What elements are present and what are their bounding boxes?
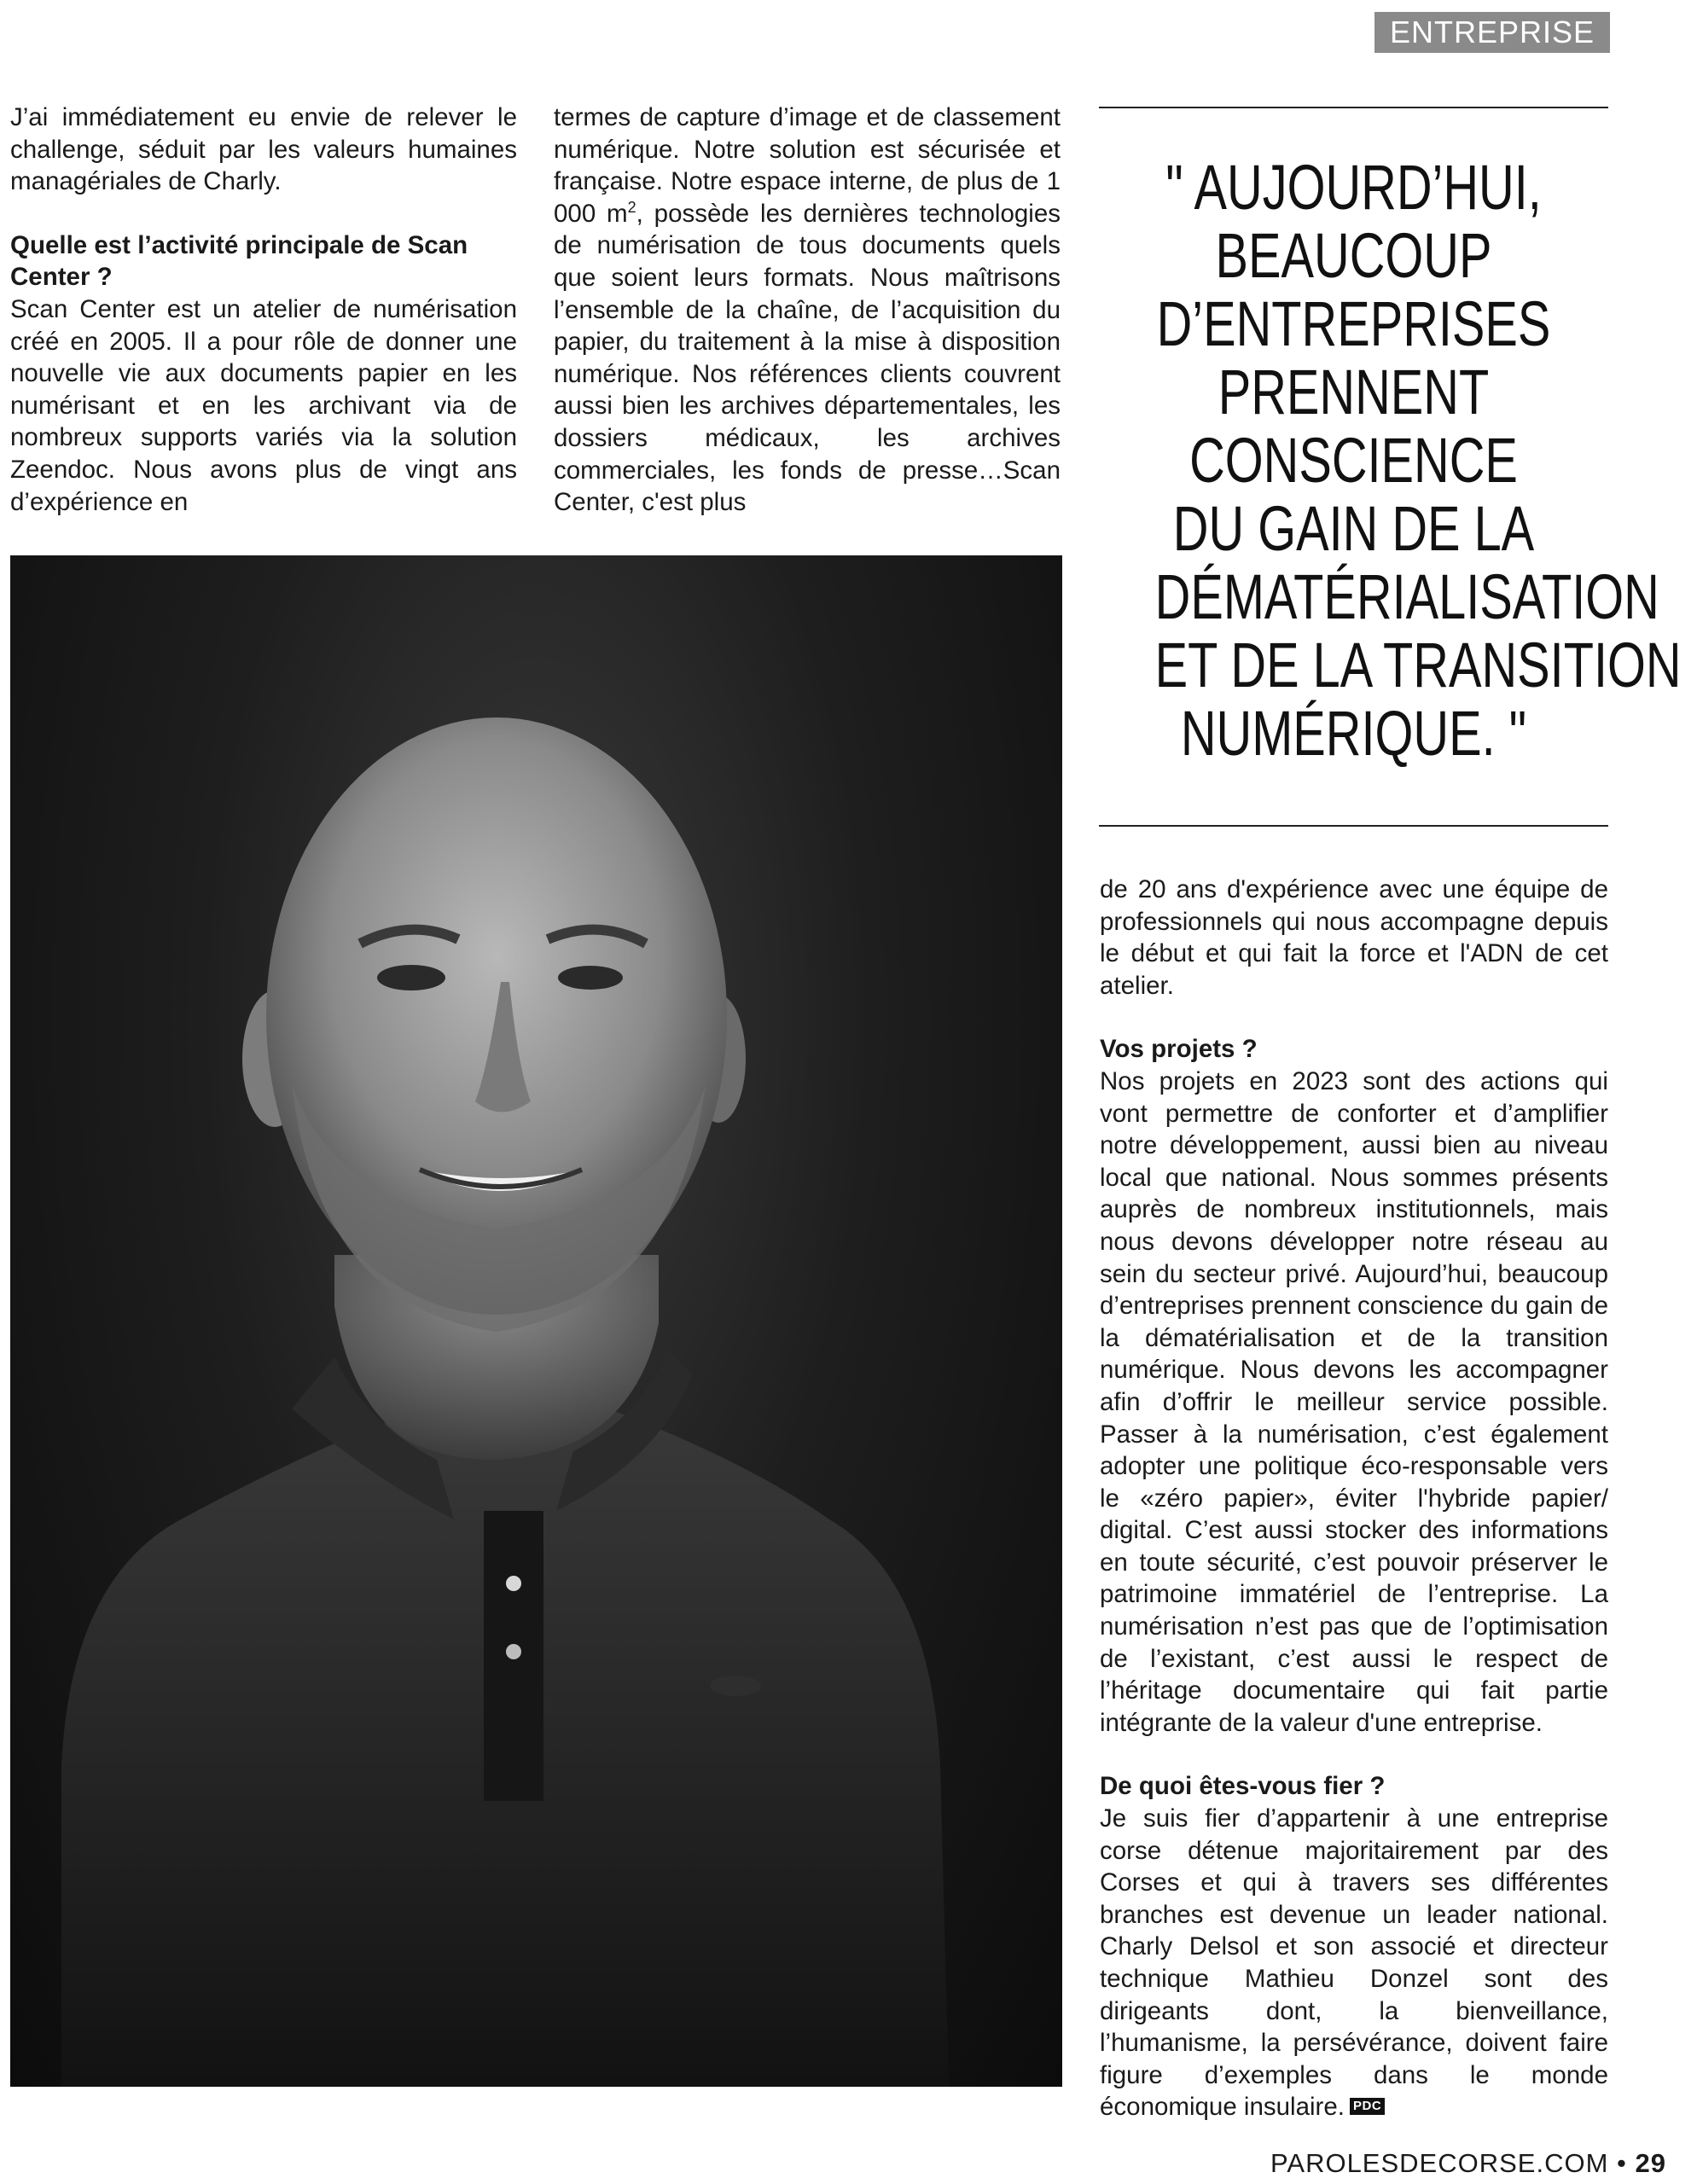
- question-heading: Quelle est l’activité principale de Scan Center ?: [10, 230, 468, 292]
- quote-bottom-rule: [1099, 825, 1608, 827]
- paragraph: Scan Center est un atelier de numérisation créé en 2005. Il a pour rôle de donner une nouvelle vie aux documents papier en les numérisant et en les archivant via de nombreux supports variés via la solution Zeendoc. Nous avons plus de vingt ans d’expérience en: [10, 294, 517, 516]
- quote-line: DU GAIN DE LA: [1172, 493, 1535, 564]
- paragraph: [1100, 1803, 1608, 2123]
- question-heading: De quoi êtes-vous fier ?: [1100, 1772, 1386, 1801]
- end-mark-logo: PDC: [1350, 2098, 1385, 2115]
- paragraph: de 20 ans d'expérience avec une équipe de professionnels qui nous accompagne depuis le début et qui fait la force et l'ADN de cet atelier.: [1100, 875, 1608, 1000]
- quote-line: ET DE LA TRANSITION: [1154, 630, 1682, 700]
- text-run: , possède les dernières technologies de numérisation de tous documents quels que soient leurs formats. Nous maîtrisons l’ensemble de la chaîne, de l’acquisition du papier, du traitement à la mise à disposition numérique. Nos références clients couvrent aussi bien les archives départementales, les dossiers médicaux, les archives commerciales, les fonds de presse…Scan Center, c'est plus: [554, 199, 1061, 517]
- article-column-3: [1100, 874, 1608, 2123]
- quote-line: DÉMATÉRIALISATION: [1154, 561, 1659, 632]
- text-run: termes de capture d’image et de classement numérique. Notre solution est sécurisée et française. Notre espace interne, de plus de 1 000 m: [554, 103, 1061, 228]
- portrait-illustration: [10, 555, 1062, 2087]
- quote-line: PRENNENT: [1218, 357, 1490, 427]
- paragraph: [554, 102, 1061, 519]
- quote-line: CONSCIENCE: [1189, 425, 1518, 496]
- quote-line: D’ENTREPRISES: [1156, 288, 1551, 359]
- site-name: PAROLESDECORSE.COM: [1270, 2148, 1609, 2178]
- question-heading: Vos projets ?: [1100, 1035, 1258, 1064]
- article-column-2: [554, 102, 1061, 519]
- article-column-1: [10, 102, 517, 518]
- superscript: 2: [627, 198, 636, 216]
- section-tag: [1374, 12, 1610, 53]
- text-run: Je suis fier d’appartenir à une entreprise corse détenue majoritairement par des Corses et qui à travers ses différentes branches est devenue un leader national. Charly Delsol et son associé et directeur technique Mathieu Donzel sont des dirigeants dont, la bienveillance, l’humanisme, la persévérance, doivent faire figure d’exemples dans le monde économique insulaire.: [1100, 1804, 1608, 2122]
- quote-line: " AUJOURD’HUI,: [1165, 152, 1542, 223]
- section-tag-label: ENTREPRISE: [1389, 15, 1595, 49]
- footer-bullet: •: [1617, 2148, 1627, 2178]
- page-footer: [1270, 2148, 1666, 2179]
- portrait-photo: [10, 555, 1062, 2087]
- paragraph: Nos projets en 2023 sont des actions qui vont permettre de conforter et d’amplifier notre développement, aussi bien au niveau local que national. Nous sommes présents auprès de nombreux institutionnels, mais nous devons développer notre réseau au sein du secteur privé. Aujourd’hui, beaucoup d’entreprises prennent conscience du gain de la dématérialisation et de la transition numérique. Nous devons les accompagner afin d’offrir le meilleur service possible. Passer à la numérisation, c’est également adopter une politique éco-responsable vers le «zéro papier», éviter l'hybride papier/ digital. C’est aussi stocker des informations en toute sécurité, c’est pouvoir préserver le patrimoine immatériel de l’entreprise. La numérisation n’est pas que de l’optimisation de l’existant, c’est aussi le respect de l’héritage documentaire qui fait partie intégrante de la valeur d'une entreprise.: [1100, 1066, 1608, 1737]
- paragraph: J’ai immédiatement eu envie de relever le challenge, séduit par les valeurs humaines managériales de Charly.: [10, 103, 517, 196]
- quote-line: NUMÉRIQUE. ": [1180, 698, 1527, 769]
- pull-quote: [1154, 152, 1682, 769]
- quote-top-rule: [1099, 107, 1608, 108]
- page-number: 29: [1635, 2148, 1666, 2178]
- quote-line: BEAUCOUP: [1215, 220, 1492, 291]
